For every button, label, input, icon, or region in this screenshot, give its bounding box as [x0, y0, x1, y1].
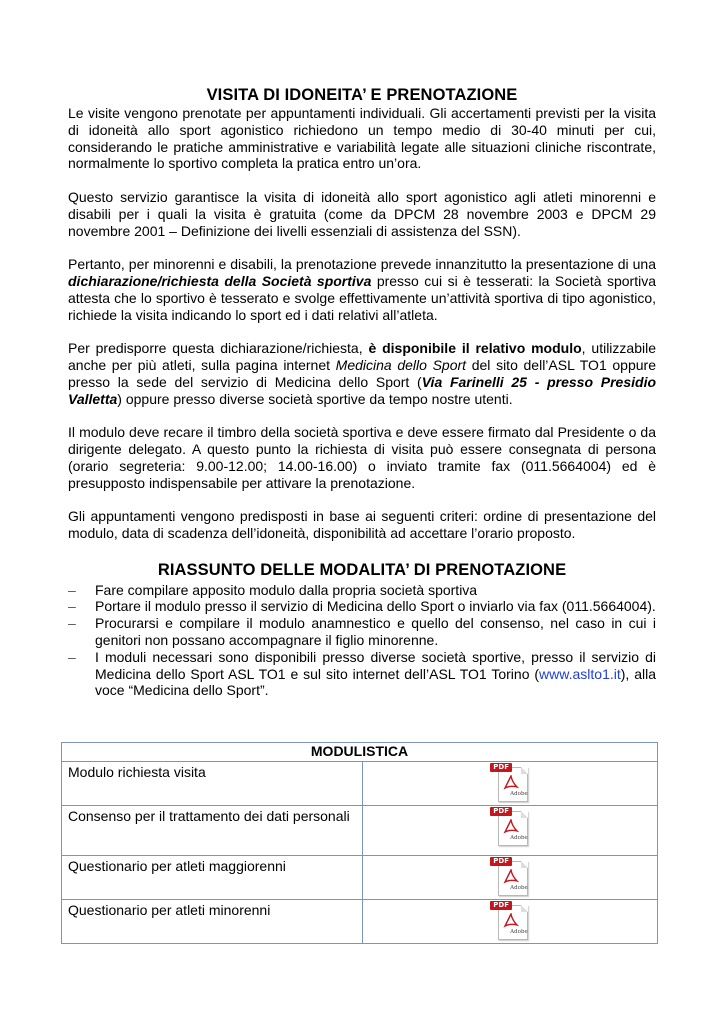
table-row: [62, 900, 658, 944]
pdf-icon[interactable]: [490, 807, 530, 845]
row-download[interactable]: [363, 762, 658, 806]
adobe-label: Adobe: [510, 835, 528, 841]
list-item-text: Fare compilare apposito modulo dalla propria società sportiva: [95, 581, 478, 598]
paragraph-criteri: Gli appuntamenti vengono predisposti in base ai seguenti criteri: ordine di presentazione del modulo, data di scadenza dell’idoneità, disponibilità ad accettare l’orario proposto.: [68, 508, 656, 541]
emphasis-dichiarazione: dichiarazione/richiesta della Società sportiva: [68, 272, 372, 289]
list-item: [68, 615, 656, 649]
dash-mark: –: [68, 598, 76, 615]
list-item: [68, 598, 656, 615]
row-download[interactable]: [363, 856, 658, 900]
emphasis-modulo: è disponibile il relativo modulo: [368, 340, 582, 357]
emphasis-address: Via Farinelli 25 - presso Presidio Valletta: [68, 373, 657, 407]
paragraph-pertanto: [68, 256, 656, 323]
list-item-text: I moduli necessari sono disponibili presso diverse società sportive, presso il servizio di Medicina dello Sport ASL TO1 e sul sito internet dell’ASL TO1 Torino (: [95, 648, 656, 682]
text-span: del sito dell’ASL TO1 oppure presso la sede del servizio di Medicina dello Sport (: [68, 356, 656, 390]
title-riassunto: RIASSUNTO DELLE MODALITA’ DI PRENOTAZIONE: [157, 560, 567, 579]
pdf-tag: PDF: [490, 763, 512, 772]
aslto1-link[interactable]: www.aslto1.it: [539, 665, 621, 682]
table-row: [62, 806, 658, 856]
summary-list: [68, 582, 656, 700]
row-download[interactable]: [363, 806, 658, 856]
list-item-text: Procurarsi e compilare il modulo anamnestico e quello del consenso, nel caso in cui i genitori non possano accompagnare il figlio minorenne.: [95, 615, 656, 648]
adobe-label: Adobe: [510, 791, 528, 797]
emphasis-medicina-sport: Medicina dello Sport: [335, 356, 467, 373]
dash-mark: –: [68, 615, 76, 632]
row-label: Questionario per atleti maggiorenni: [62, 856, 363, 900]
pdf-icon[interactable]: [490, 857, 530, 895]
pdf-icon[interactable]: [490, 901, 530, 939]
text-span: presso cui si è tesserati: la Società sportiva attesta che lo sportivo è tesserato e svolge effettivamente un’attività sportiva di tipo agonistico, richiede la visita indicando lo sport ed i dati relativi all’atleta.: [68, 272, 657, 323]
dash-mark: –: [68, 648, 76, 665]
list-item-text: ), alla voce “Medicina dello Sport”.: [95, 665, 656, 699]
pdf-tag: PDF: [490, 807, 512, 816]
text-span: Per predisporre questa dichiarazione/richiesta,: [68, 340, 369, 357]
title-visita-idoneita: VISITA DI IDONEITA’ E PRENOTAZIONE: [206, 86, 518, 104]
table-row: [62, 762, 658, 806]
paragraph-servizio: Questo servizio garantisce la visita di idoneità allo sport agonistico agli atleti minorenni e disabili per i quali la visita è gratuita (come da DPCM 28 novembre 2003 e DPCM 29 novembre 2001 – Definizione dei livelli essenziali di assistenza del SSN).: [68, 188, 656, 239]
list-item: [68, 582, 656, 599]
paragraph-visite: Le visite vengono prenotate per appuntamenti individuali. Gli accertamenti previsti per la visita di idoneità allo sport agonistico richiedono un tempo medio di 30-40 minuti per cui, considerando le pratiche amministrative e variabilità legate alle situazioni cliniche riscontrate, normalmente lo sportivo completa la pratica entro un’ora.: [68, 105, 656, 172]
table-header: MODULISTICA: [62, 743, 658, 762]
paragraph-predisporre: [68, 340, 656, 407]
table-row: [62, 856, 658, 900]
pdf-icon[interactable]: [490, 763, 530, 801]
pdf-tag: PDF: [490, 857, 512, 866]
row-label: Questionario per atleti minorenni: [62, 900, 363, 944]
modulistica-table: [61, 742, 658, 944]
text-span: , utilizzabile anche per più atleti, sulla pagina internet: [68, 340, 656, 373]
list-item: [68, 649, 656, 699]
text-span: Pertanto, per minorenni e disabili, la prenotazione prevede innanzitutto la presentazione di una: [68, 256, 656, 273]
dash-mark: –: [68, 581, 76, 598]
row-label: Modulo richiesta visita: [62, 762, 363, 806]
adobe-label: Adobe: [510, 885, 528, 891]
list-item-text: Portare il modulo presso il servizio di Medicina dello Sport o inviarlo via fax (011.5664004).: [95, 598, 656, 615]
pdf-tag: PDF: [490, 901, 512, 910]
row-label: Consenso per il trattamento dei dati personali: [62, 806, 363, 856]
row-download[interactable]: [363, 900, 658, 944]
adobe-label: Adobe: [510, 929, 528, 935]
document-body: [68, 86, 656, 699]
text-span: ) oppure presso diverse società sportive da tempo nostre utenti.: [117, 390, 513, 407]
paragraph-timbro: Il modulo deve recare il timbro della società sportiva e deve essere firmato dal Presidente o da dirigente delegato. A questo punto la richiesta di visita può essere consegnata di persona (orario segreteria: 9.00-12.00; 14.00-16.00) o inviato tramite fax (011.5664004) ed è presupposto indispensabile per attivare la prenotazione.: [68, 424, 656, 491]
